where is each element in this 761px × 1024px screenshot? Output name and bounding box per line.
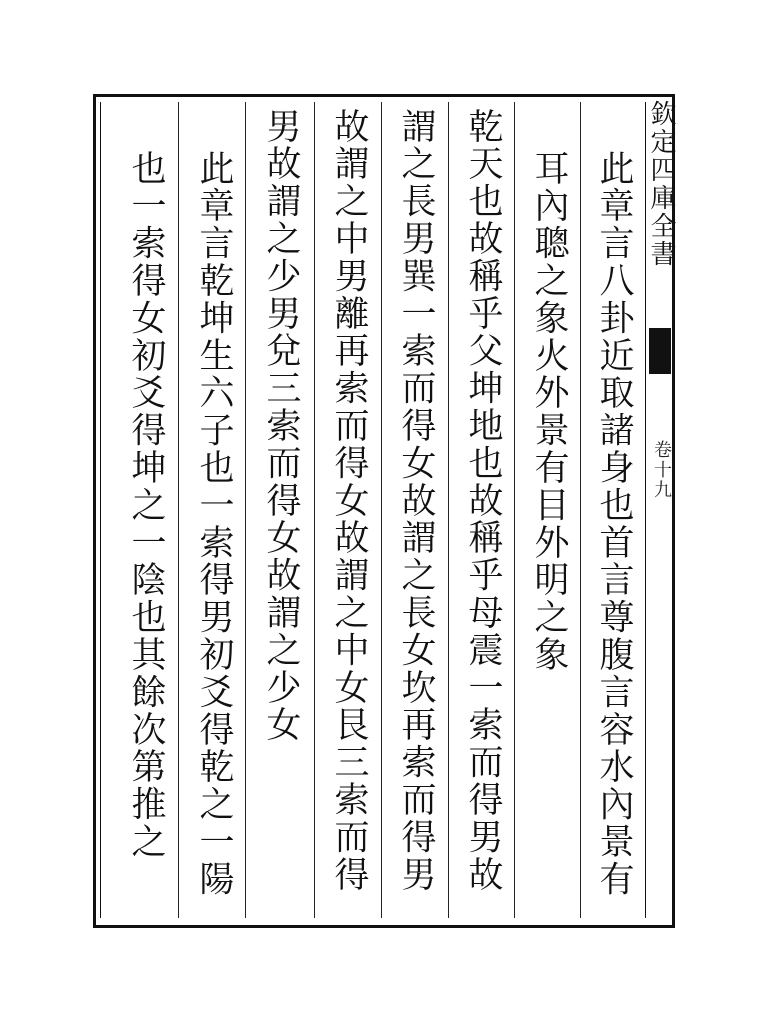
column-rule — [381, 102, 382, 918]
text-column-1: 此章言八卦近取諸身也首言尊腹言容水內景有 — [594, 150, 634, 898]
text-column-6: 男故謂之少男兌三索而得女故謂之少女 — [261, 108, 301, 744]
column-rule — [448, 102, 449, 918]
column-rule — [178, 102, 179, 918]
column-rule — [314, 102, 315, 918]
book-title: 欽定四庫全書 — [646, 100, 676, 268]
text-column-2: 耳內聰之象火外景有目外明之象 — [529, 150, 569, 674]
fishtail-mark — [649, 328, 671, 374]
text-column-4: 謂之長男巽一索而得女故謂之長女坎再索而得男 — [396, 108, 436, 894]
text-column-3: 乾天也故稱乎父坤地也故稱乎母震一索而得男故 — [463, 108, 503, 894]
text-column-8: 也一索得女初爻得坤之一陰也其餘次第推之 — [126, 150, 166, 861]
volume-label: 卷十九 — [651, 440, 672, 500]
text-column-5: 故謂之中男離再索而得女故謂之中女艮三索而得 — [329, 108, 369, 894]
column-rule — [245, 102, 246, 918]
column-rule — [514, 102, 515, 918]
column-rule — [580, 102, 581, 918]
text-column-7: 此章言乾坤生六子也一索得男初爻得乾之一陽 — [194, 150, 234, 898]
